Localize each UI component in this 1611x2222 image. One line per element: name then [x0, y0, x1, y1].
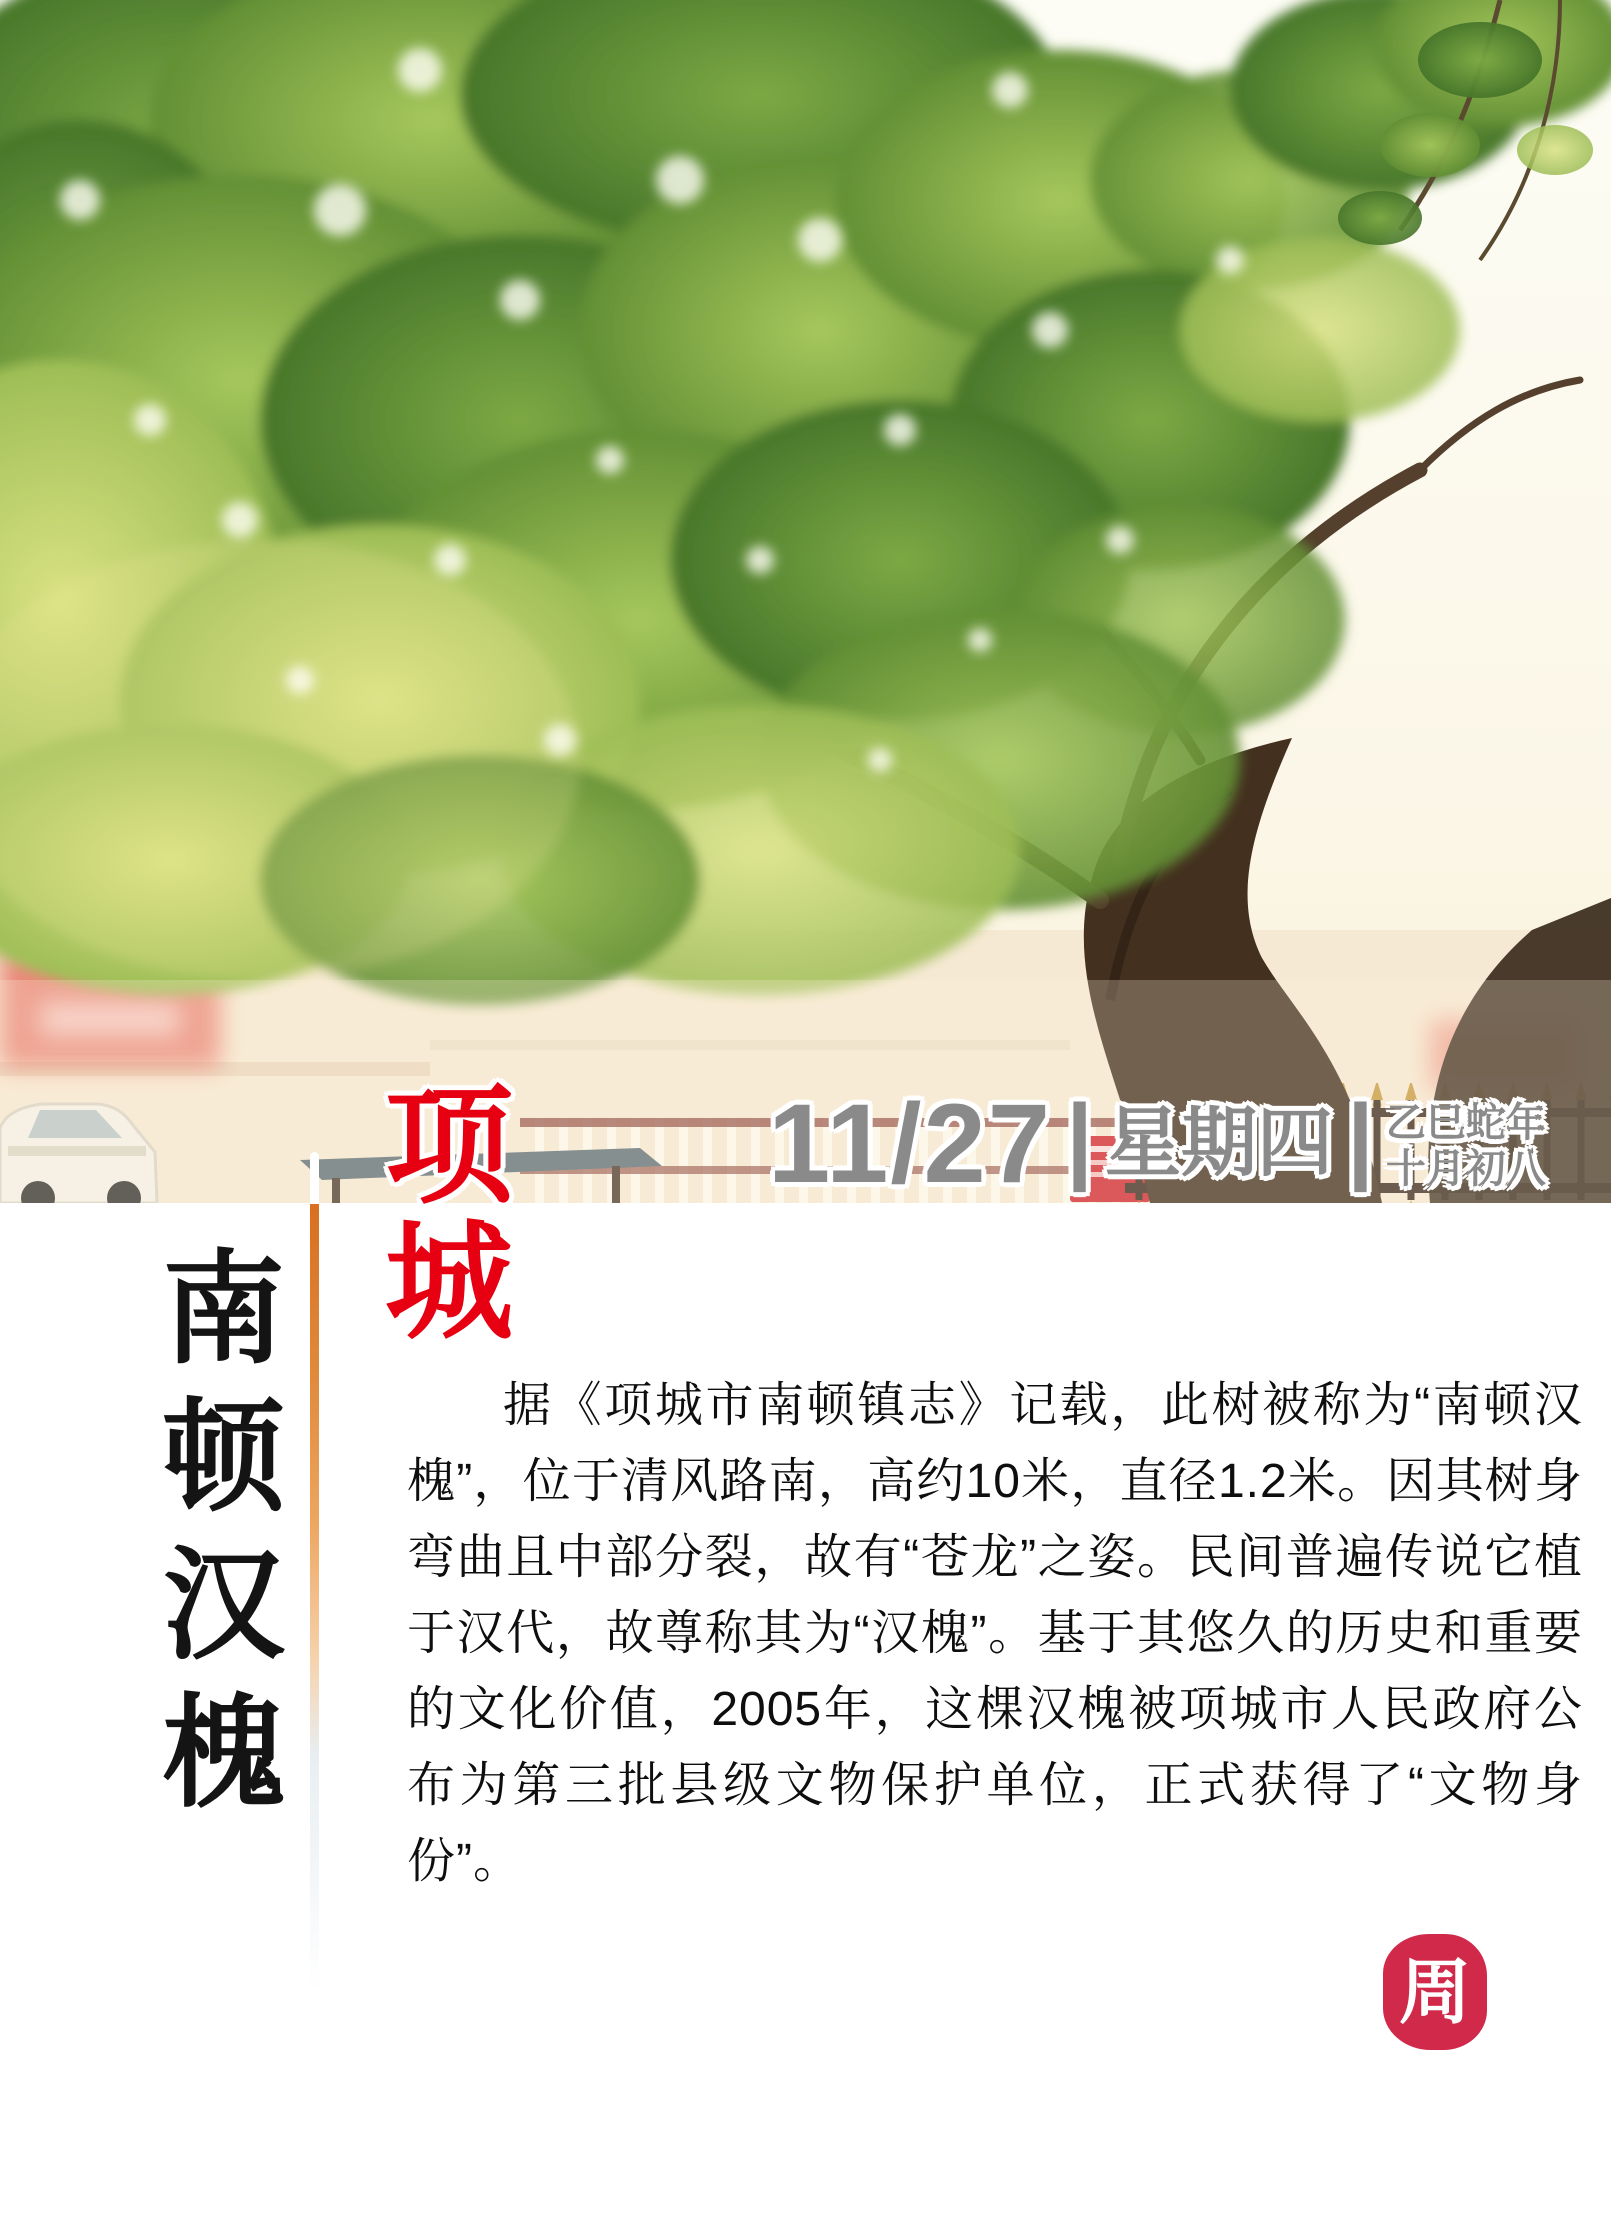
lunar-day-label: 十月初八 — [1385, 1147, 1546, 1191]
lunar-date-block — [1386, 1100, 1546, 1192]
date-separator: | — [1066, 1085, 1093, 1192]
date-overlay — [768, 1081, 1546, 1206]
seal-character: 周 — [1398, 1949, 1471, 2034]
article-paragraph: 据《项城市南顿镇志》记载，此树被称为“南顿汉槐”，位于清风路南，高约10米，直径1.2米。因其树身弯曲且中部分裂，故有“苍龙”之姿。民间普遍传说它植于汉代，故尊称其为“汉槐”。基于其悠久的历史和重要的文化价值，2005年，这棵汉槐被项城市人民政府公布为第三批县级文物保护单位，正式获得了“文物身份”。 — [407, 1379, 1583, 1888]
date-value: 11/27 — [768, 1081, 1053, 1206]
divider-bar-white-segment — [310, 1152, 319, 1204]
date-separator-2: | — [1346, 1085, 1374, 1192]
lunar-year-label: 乙巳蛇年 — [1385, 1101, 1546, 1145]
city-title-vertical: 项城 — [363, 1078, 513, 1350]
red-seal-stamp — [1383, 1934, 1487, 2050]
weekday-label: 星期四 — [1104, 1101, 1333, 1186]
divider-bar-orange-gradient — [310, 1203, 319, 1993]
main-title-vertical: 南顿汉槐 — [142, 1244, 287, 1836]
